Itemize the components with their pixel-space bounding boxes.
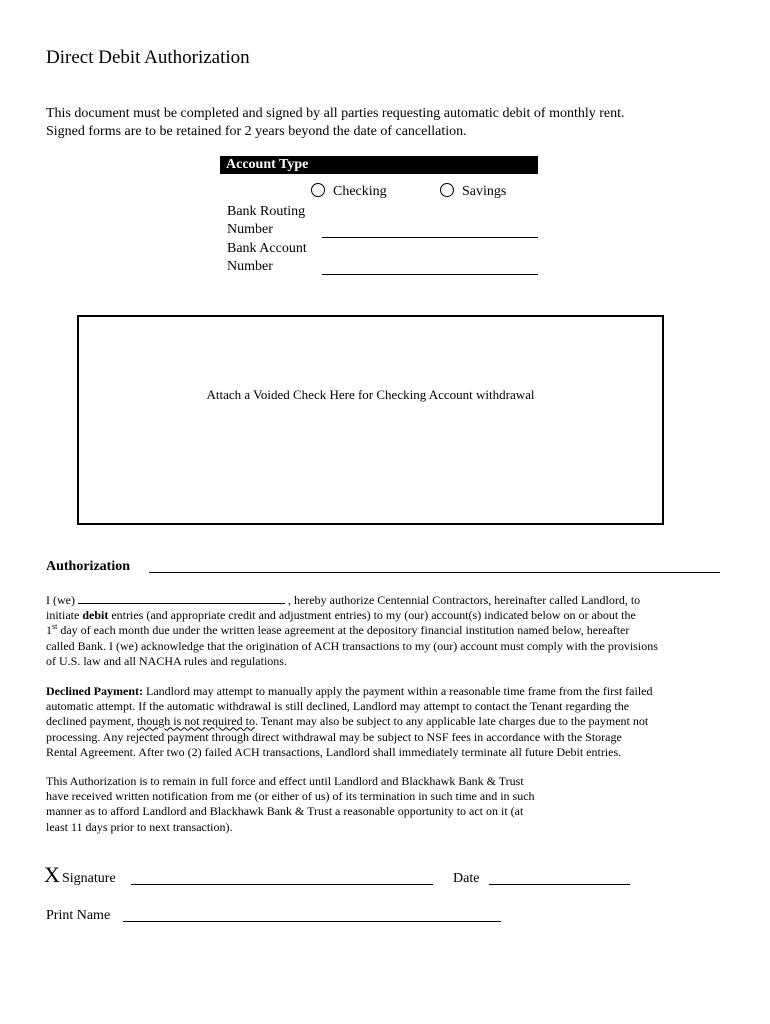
document-title: Direct Debit Authorization [46,47,250,68]
authorization-paragraph [46,593,658,669]
routing-number-field[interactable] [322,237,538,238]
p1-line-4: called Bank. I (we) acknowledge that the origination of ACH transactions to my (our) account must comply with the provisions [46,638,658,653]
signature-x-mark: X [44,862,60,887]
account-type-header: Account Type [220,156,538,174]
signature-field[interactable] [131,884,433,885]
p1-line-5: of U.S. law and all NACHA rules and regulations. [46,653,287,668]
p2-line-1 [46,684,653,699]
p3-line-2: have received written notification from me (or either of us) of its termination in such time and in such [46,789,535,804]
p2-text-c: declined payment, [46,714,134,729]
p3-line-1: This Authorization is to remain in full force and effect until Landlord and Blackhawk Bank & Trust [46,774,524,788]
routing-label-line-2: Number [227,222,273,237]
intro-text [46,105,625,141]
p1-line-1 [46,593,658,608]
account-label-line-1: Bank Account [227,241,307,256]
p2-line-2: automatic attempt. If the automatic withdrawal is still declined, Landlord may attempt to contact the Tenant regarding the [46,699,630,714]
p1-line-2 [46,608,658,623]
authorization-rule [149,572,720,573]
p3-line-3: manner as to afford Landlord and Blackhawk Bank & Trust a reasonable opportunity to act on it (at [46,804,524,819]
tenant-name-field[interactable] [78,593,285,604]
date-field[interactable] [489,884,630,885]
p2-underlined-text: though is not required to [136,714,255,729]
declined-payment-paragraph [46,684,653,760]
intro-line-1: This document must be completed and signed by all parties requesting automatic debit of monthly rent. [46,106,625,121]
p1-day-text: day of each month due under the written lease agreement at the depository financial institution named below, hereafter [60,623,630,638]
p1-entries-text: entries (and appropriate credit and adjustment entries) to my (our) account(s) indicated below on or about the [111,608,636,623]
p1-initiate: initiate [46,608,80,623]
voided-check-instruction: Attach a Voided Check Here for Checking Account withdrawal [206,387,535,402]
account-number-label [227,240,307,276]
p3-line-4: least 11 days prior to next transaction). [46,819,233,834]
savings-radio[interactable] [440,183,454,197]
p1-debit-bold: debit [82,608,109,623]
checking-label: Checking [333,184,387,199]
p2-line-4: processing. Any rejected payment through direct withdrawal may be subject to NSF fees in accordance with the Storage [46,729,622,744]
p1-day-suffix: st [52,622,58,632]
p2-text-e: . Tenant may also be subject to any applicable late charges due to the payment not [254,714,649,729]
full-force-paragraph [46,774,535,835]
signature-label: Signature [62,871,116,886]
p1-we-text: I (we) [46,593,75,607]
p1-day-number: 1 [46,623,52,638]
date-label: Date [453,871,480,886]
checking-radio[interactable] [311,183,325,197]
p1-line-3 [46,623,658,638]
authorization-heading: Authorization [46,559,130,574]
p2-line-3 [46,714,653,729]
print-name-label: Print Name [46,908,111,923]
p2-text-a: Landlord may attempt to manually apply the payment within a reasonable time frame from the first failed [145,684,653,698]
account-label-line-2: Number [227,259,273,274]
p2-line-5: Rental Agreement. After two (2) failed ACH transactions, Landlord shall immediately terminate all future Debit entries. [46,744,622,759]
p1-authorize-text: , hereby authorize Centennial Contractors, hereinafter called Landlord, to [287,593,641,607]
account-number-field[interactable] [322,274,538,275]
intro-line-2: Signed forms are to be retained for 2 years beyond the date of cancellation. [46,124,467,139]
routing-number-label [227,203,305,239]
savings-label: Savings [462,184,507,199]
print-name-field[interactable] [123,921,501,922]
routing-label-line-1: Bank Routing [227,204,306,219]
declined-payment-label: Declined Payment: [46,684,143,698]
voided-check-box [77,315,664,525]
